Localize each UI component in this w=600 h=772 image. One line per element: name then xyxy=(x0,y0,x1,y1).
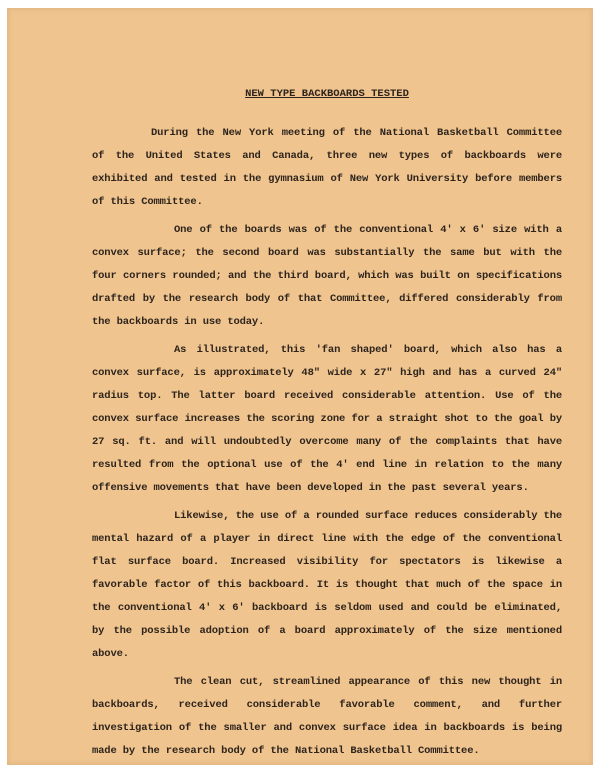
scanned-page xyxy=(7,8,593,765)
paragraph-2: One of the boards was of the conventional 4' x 6' size with a convex surface; the second board was substantially the same but with the four corners rounded; and the third board, which was built on specifications drafted by the research body of that Committee, differed considerably from the backboards in use today. xyxy=(92,224,562,328)
paragraph-4: Likewise, the use of a rounded surface reduces considerably the mental hazard of a player in direct line with the edge of the conventional flat surface board. Increased visibility for spectators is likewise a favorable factor of this backboard. It is thought that much of the space in the conventional 4' x 6' backboard is seldom used and could be eliminated, by the possible adoption of a board approximately of the size mentioned above. xyxy=(92,510,562,660)
typewritten-document xyxy=(92,88,562,768)
paragraph-3: As illustrated, this 'fan shaped' board, which also has a convex surface, is approximately 48" wide x 27" high and has a curved 24" radius top. The latter board received considerable attention. Use of the convex surface increases the scoring zone for a straight shot to the goal by 27 sq. ft. and will undoubtedly overcome many of the complaints that have resulted from the optional use of the 4' end line in relation to the many offensive movements that have been developed in the past several years. xyxy=(92,344,562,494)
paragraph-1: During the New York meeting of the National Basketball Committee of the United States and Canada, three new types of backboards were exhibited and tested in the gymnasium of New York University before members of this Committee. xyxy=(92,127,562,208)
paragraph-5: The clean cut, streamlined appearance of this new thought in backboards, received considerable favorable comment, and further investigation of the smaller and convex surface idea in backboards is being made by the research body of the National Basketball Committee. xyxy=(92,676,562,757)
document-title: NEW TYPE BACKBOARDS TESTED xyxy=(245,88,409,100)
